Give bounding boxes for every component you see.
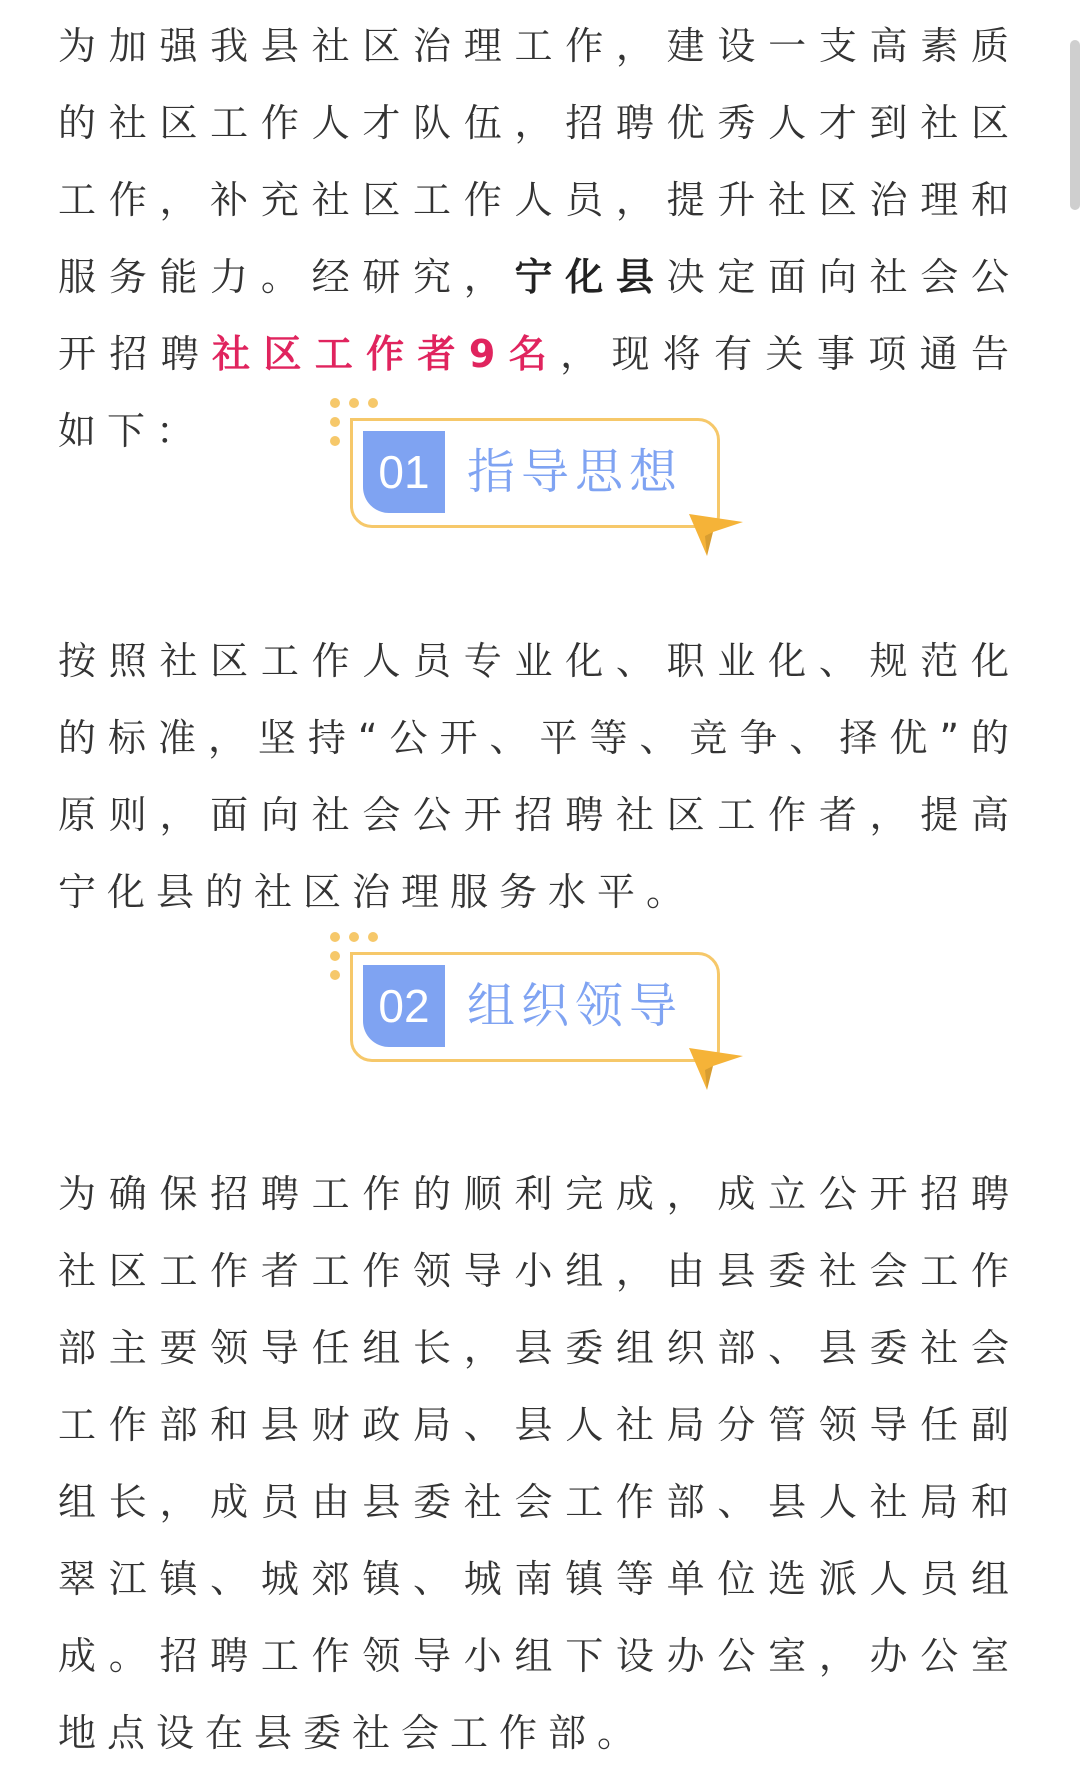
section-1-paragraph: 按照社区工作人员专业化、职业化、规范化的标准，坚持“公开、平等、竞争、择优”的原则，面向社会公开招聘社区工作者，提高宁化县的社区治理服务水平。: [58, 639, 1020, 914]
recruit-count-highlight: 社区工作者9名: [212, 332, 561, 376]
intro-text-1: 为加强我县社区治理工作，建设一支高素质的社区工作人才队伍，招聘优秀人才到社区工作，补充社区工作人员，提升社区治理和服务能力。经研究，: [58, 24, 1020, 299]
section-header-guiding-ideology: [330, 398, 760, 558]
dots-decoration-icon: [330, 398, 400, 410]
section-2-paragraph: 为确保招聘工作的顺利完成，成立公开招聘社区工作者工作领导小组，由县委社会工作部主要领导任组长，县委组织部、县委社会工作部和县财政局、县人社局分管领导任副组长，成员由县委社会工作部、县人社局和翠江镇、城郊镇、城南镇等单位选派人员组成。招聘工作领导小组下设办公室，办公室地点设在县委社会工作部。: [58, 1172, 1020, 1755]
county-name: 宁化县: [514, 255, 667, 299]
section-number-badge: 02: [363, 965, 445, 1047]
section-number-badge: 01: [363, 431, 445, 513]
intro-text-2: 决定面向社会公开招聘: [58, 255, 1020, 376]
arrow-pointer-icon: [685, 1044, 745, 1094]
dots-decoration-icon: [330, 932, 400, 944]
section-title: 组织领导: [467, 978, 684, 1034]
section-title: 指导思想: [467, 444, 684, 500]
scrollbar[interactable]: [1070, 40, 1080, 210]
arrow-pointer-icon: [685, 510, 745, 560]
intro-text-3: ，现将有关事项通告如下：: [58, 332, 1020, 453]
section-header-organization-leadership: [330, 932, 760, 1092]
